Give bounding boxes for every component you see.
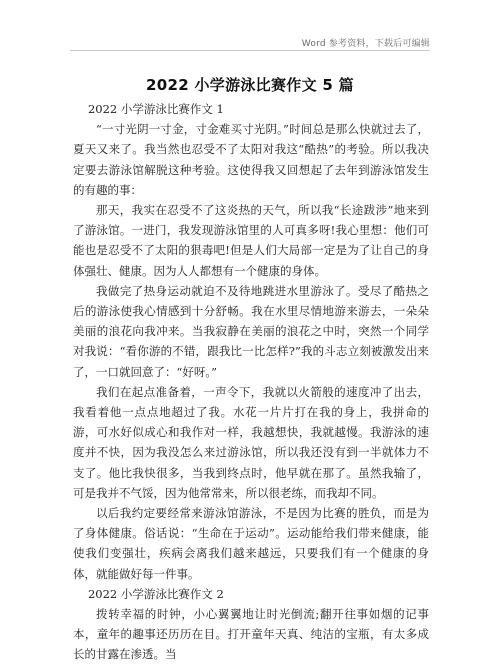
header-note: Word 参考资料，下载后可编辑 — [301, 39, 430, 49]
paragraph-6: 拨转幸福的时钟，小心翼翼地让时光倒流;翻开往事如烟的记事本，童年的趣事还历历在目。打开童年天真、纯洁的宝瓶，有太多成长的甘露在渗透。当 — [73, 607, 429, 662]
paragraph-5: 以后我约定要经常来游泳馆游泳，不是因为比赛的胜负，而是为了身体健康。俗话说：“生命在于运动”。运动能给我们带来健康，能使我们变强壮，疾病会离我们越来越远，只要我们有一个健康的身体，就能做好每一件事。 — [73, 506, 429, 581]
document-title: 2022 小学游泳比赛作文 5 篇 — [146, 76, 354, 94]
paragraph-1: “一寸光阴一寸金，寸金难买寸光阴。”时间总是那么快就过去了，夏天又来了。我当然也忍受不了太阳对我这“酷热”的考验。所以我决定要去游泳馆解脱这种考验。这使得我又回想起了去年到游泳馆发生的有趣的事： — [73, 122, 429, 197]
paragraph-2: 那天，我实在忍受不了这炎热的天气，所以我“长途跋涉”地来到了游泳馆。一进门，我发现游泳馆里的人可真多呀!我心里想：他们可能也是忍受不了太阳的狠毒吧!但是人们大局部一定是为了让自己的身体强壮、健康。因为人人都想有一个健康的身体。 — [73, 203, 429, 278]
section-heading-2: 2022 小学游泳比赛作文 2 — [87, 586, 224, 601]
paragraph-4: 我们在起点准备着，一声令下，我就以火箭般的速度冲了出去，我看着他一点点地超过了我。水花一片片打在我的身上，我拼命的游，可水好似成心和我作对一样，我越想快，我就越慢。我游泳的速度并不快，因为我没怎么来过游泳馆，所以我还没有到一半就体力不支了。他比我快很多，当我到终点时，他早就在那了。虽然我输了，可是我并不气馁，因为他常常来，所以很老练，而我却不同。 — [73, 384, 429, 500]
section-heading-1: 2022 小学游泳比赛作文 1 — [87, 102, 224, 116]
header-divider — [70, 50, 430, 51]
paragraph-3: 我做完了热身运动就迫不及待地跳进水里游泳了。受尽了酷热之后的游泳使我心情感到十分舒畅。我在水里尽情地游来游去，一朵朵美丽的浪花向我冲来。当我寂静在美丽的浪花之中时，突然一个同学对我说：“看你游的不错，跟我比一比怎样?”我的斗志立刻被激发出来了，一口就回意了：“好呀。” — [73, 283, 429, 379]
document-body — [73, 99, 429, 665]
